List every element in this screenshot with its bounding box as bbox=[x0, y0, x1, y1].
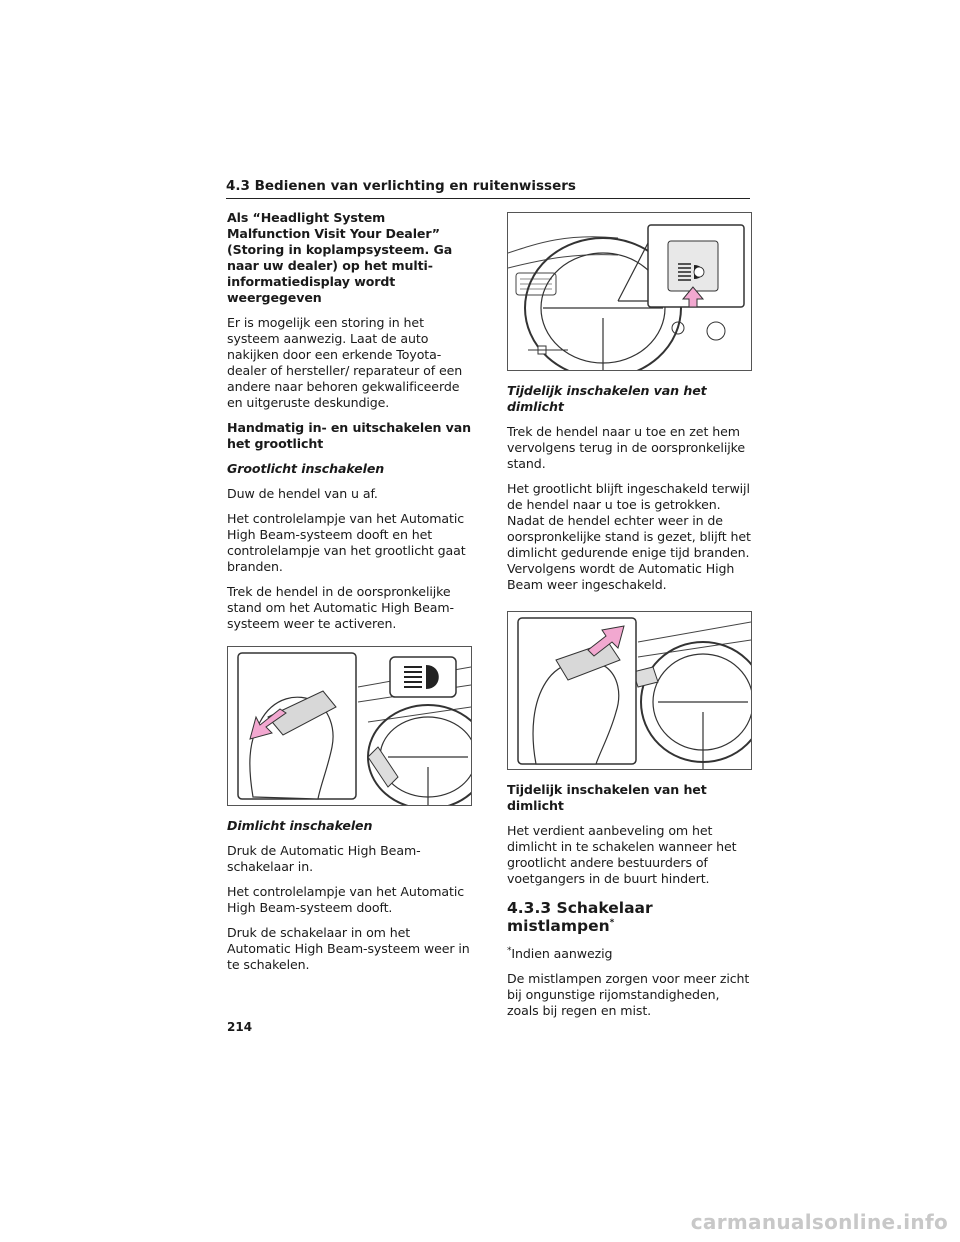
page-header: 4.3 Bedienen van verlichting en ruitenwissers bbox=[226, 178, 750, 199]
heading-temp-low-beam: Tijdelijk inschakelen van het dimlicht bbox=[507, 782, 707, 813]
figure-push-lever bbox=[227, 646, 472, 806]
footnote: *Indien aanwezig bbox=[507, 946, 613, 962]
figure-auto-high-beam-switch bbox=[507, 212, 752, 371]
paragraph: Het controlelampje van het Automatic High Beam-systeem dooft. bbox=[227, 884, 465, 915]
right-column bbox=[507, 212, 752, 1028]
paragraph: Het controlelampje van het Automatic High Beam-systeem dooft en het controlelampje van het grootlicht gaat branden. bbox=[227, 511, 466, 574]
paragraph: Er is mogelijk een storing in het systeem aanwezig. Laat de auto nakijken door een erkende Toyota-dealer of hersteller/ reparateur of een andere naar behoren gekwalificeerde en uitgeruste deskundige. bbox=[227, 315, 463, 410]
asterisk-mark: * bbox=[609, 917, 615, 928]
subheading-temp-low-beam: Tijdelijk inschakelen van het dimlicht bbox=[507, 383, 707, 414]
watermark: carmanualsonline.info bbox=[690, 1210, 948, 1234]
paragraph: Druk de Automatic High Beam-schakelaar in. bbox=[227, 843, 421, 874]
paragraph: Het verdient aanbeveling om het dimlicht in te schakelen wanneer het grootlicht andere bestuurders of voetgangers in de buurt hindert. bbox=[507, 823, 737, 886]
paragraph: Trek de hendel in de oorspronkelijke stand om het Automatic High Beam-systeem weer te activeren. bbox=[227, 584, 454, 631]
left-column bbox=[227, 210, 472, 982]
paragraph: Trek de hendel naar u toe en zet hem vervolgens terug in de oorspronkelijke stand. bbox=[507, 424, 746, 471]
heading-manual-high-beam: Handmatig in- en uitschakelen van het grootlicht bbox=[227, 420, 472, 451]
paragraph: Het grootlicht blijft ingeschakeld terwijl de hendel naar u toe is getrokken. Nadat de hendel echter weer in de oorspronkelijke stand is gezet, blijft het dimlicht gedurende enige tijd branden. Vervolgens wordt de Automatic High Beam weer ingeschakeld. bbox=[507, 481, 751, 592]
heading-headlight-malfunction: Als “Headlight System Malfunction Visit Your Dealer” (Storing in koplampsysteem. Ga naar uw dealer) op het multi-informatiedisplay wordt weergegeven bbox=[227, 210, 453, 305]
subheading-high-beam-on: Grootlicht inschakelen bbox=[227, 461, 385, 476]
paragraph: Druk de schakelaar in om het Automatic High Beam-systeem weer in te schakelen. bbox=[227, 925, 470, 972]
subheading-low-beam-on: Dimlicht inschakelen bbox=[227, 818, 373, 833]
paragraph: De mistlampen zorgen voor meer zicht bij ongunstige rijomstandigheden, zoals bij regen en mist. bbox=[507, 971, 750, 1019]
figure-pull-lever bbox=[507, 611, 752, 770]
page-number: 214 bbox=[227, 1020, 253, 1034]
section-title-fog-lights: 4.3.3 Schakelaar mistlampen* bbox=[507, 899, 653, 935]
paragraph: Duw de hendel van u af. bbox=[227, 486, 378, 501]
